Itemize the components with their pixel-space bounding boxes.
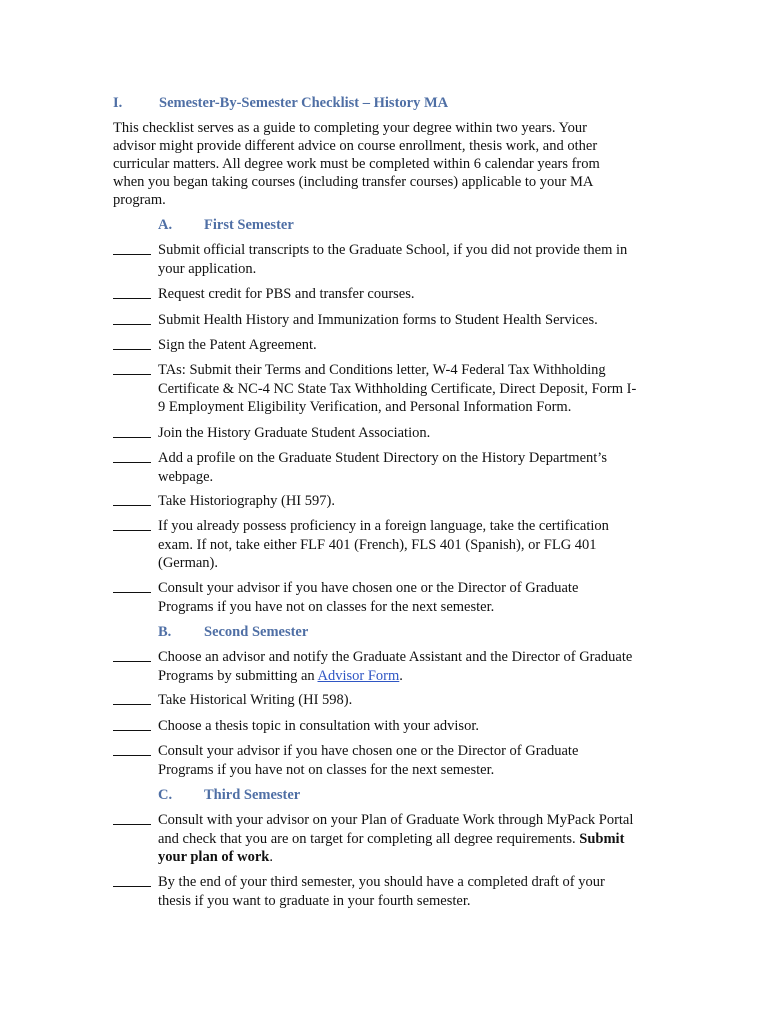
checklist-item-text: TAs: Submit their Terms and Conditions letter, W-4 Federal Tax Withholding Certificate & NC-4 NC State Tax Withholding Certificate, Direct Deposit, Form I-9 Employment Eligibility Verification, and Personal Information Form. bbox=[158, 362, 637, 415]
checklist-item bbox=[113, 648, 653, 685]
checkbox-blank[interactable] bbox=[113, 873, 151, 887]
checkbox-blank[interactable] bbox=[113, 579, 151, 593]
subheading-title: Third Semester bbox=[204, 787, 301, 803]
checklist-item bbox=[113, 873, 638, 910]
checkbox-blank[interactable] bbox=[113, 691, 151, 705]
checklist-item bbox=[113, 492, 653, 511]
checkbox-blank[interactable] bbox=[113, 424, 151, 438]
checklist-item-text: Consult your advisor if you have chosen one or the Director of Graduate Programs if you have not on classes for the next semester. bbox=[158, 580, 579, 615]
subheading-letter: A. bbox=[158, 217, 173, 233]
checkbox-blank[interactable] bbox=[113, 717, 151, 731]
subheading-third-semester bbox=[158, 785, 300, 805]
checklist-item-text bbox=[158, 648, 653, 685]
checklist-item-text: Take Historiography (HI 597). bbox=[158, 493, 335, 509]
checklist-item bbox=[113, 424, 653, 443]
item-text-bold: Submit your plan of work bbox=[158, 830, 625, 865]
subheading-second-semester bbox=[158, 622, 308, 642]
section-heading bbox=[113, 93, 448, 113]
checkbox-blank[interactable] bbox=[113, 517, 151, 531]
checkbox-blank[interactable] bbox=[113, 648, 151, 662]
checkbox-blank[interactable] bbox=[113, 811, 151, 825]
checklist-item-text: Consult your advisor if you have chosen one or the Director of Graduate Programs if you have not on classes for the next semester. bbox=[158, 743, 579, 778]
checklist-item bbox=[113, 579, 623, 616]
checklist-item bbox=[113, 449, 638, 486]
checklist-item bbox=[113, 691, 653, 710]
checklist-item-text: If you already possess proficiency in a foreign language, take the certification exam. If not, take either FLF 401 (French), FLS 401 (Spanish), or FLG 401 (German). bbox=[158, 518, 609, 571]
checklist-item-text: Join the History Graduate Student Association. bbox=[158, 425, 431, 441]
checkbox-blank[interactable] bbox=[113, 449, 151, 463]
subheading-first-semester bbox=[158, 215, 294, 235]
checklist-item-text: By the end of your third semester, you should have a completed draft of your thesis if you want to graduate in your fourth semester. bbox=[158, 874, 605, 909]
checkbox-blank[interactable] bbox=[113, 361, 151, 375]
checklist-item bbox=[113, 811, 653, 867]
checklist-item bbox=[113, 311, 653, 330]
item-text-part: Choose an advisor and notify the Graduate Assistant and the Director of Graduate Programs by submitting an bbox=[158, 649, 633, 684]
subheading-letter: C. bbox=[158, 787, 173, 803]
subheading-title: Second Semester bbox=[204, 624, 309, 640]
checkbox-blank[interactable] bbox=[113, 241, 151, 255]
checklist-item-text: Sign the Patent Agreement. bbox=[158, 337, 317, 353]
subheading-title: First Semester bbox=[204, 217, 294, 233]
checklist-item-text: Submit official transcripts to the Graduate School, if you did not provide them in your application. bbox=[158, 242, 628, 277]
checkbox-blank[interactable] bbox=[113, 492, 151, 506]
checklist-item bbox=[113, 336, 653, 355]
checklist-item-text: Take Historical Writing (HI 598). bbox=[158, 692, 353, 708]
checklist-item bbox=[113, 517, 638, 573]
item-text-end: . bbox=[269, 849, 273, 865]
checklist-item-text: Submit Health History and Immunization forms to Student Health Services. bbox=[158, 312, 598, 328]
checklist-item bbox=[113, 241, 653, 278]
checklist-item-text: Choose a thesis topic in consultation with your advisor. bbox=[158, 718, 479, 734]
checklist-item-text: Request credit for PBS and transfer courses. bbox=[158, 286, 415, 302]
checklist-item bbox=[113, 285, 653, 304]
item-text-part: Consult with your advisor on your Plan of Graduate Work through MyPack Portal and check that you are on target for completing all degree requirements. bbox=[158, 812, 634, 847]
subheading-letter: B. bbox=[158, 624, 172, 640]
item-text-end: . bbox=[399, 667, 403, 684]
advisor-form-link[interactable]: Advisor Form bbox=[317, 667, 400, 684]
checklist-item bbox=[113, 361, 638, 417]
checklist-item-text: Add a profile on the Graduate Student Directory on the History Department’s webpage. bbox=[158, 450, 607, 485]
checkbox-blank[interactable] bbox=[113, 311, 151, 325]
checklist-item-text bbox=[158, 811, 653, 867]
section-title: Semester-By-Semester Checklist – History MA bbox=[159, 95, 449, 111]
intro-paragraph: This checklist serves as a guide to completing your degree within two years. Your advisor might provide different advice on course enrollment, thesis work, and other curricular matters. All degree work must be completed within 6 calendar years from when you began taking courses (including transfer courses) applicable to your MA program. bbox=[113, 120, 600, 208]
checklist-item bbox=[113, 717, 653, 736]
checklist-item bbox=[113, 742, 623, 779]
checkbox-blank[interactable] bbox=[113, 336, 151, 350]
checkbox-blank[interactable] bbox=[113, 285, 151, 299]
checkbox-blank[interactable] bbox=[113, 742, 151, 756]
section-number: I. bbox=[113, 95, 123, 111]
